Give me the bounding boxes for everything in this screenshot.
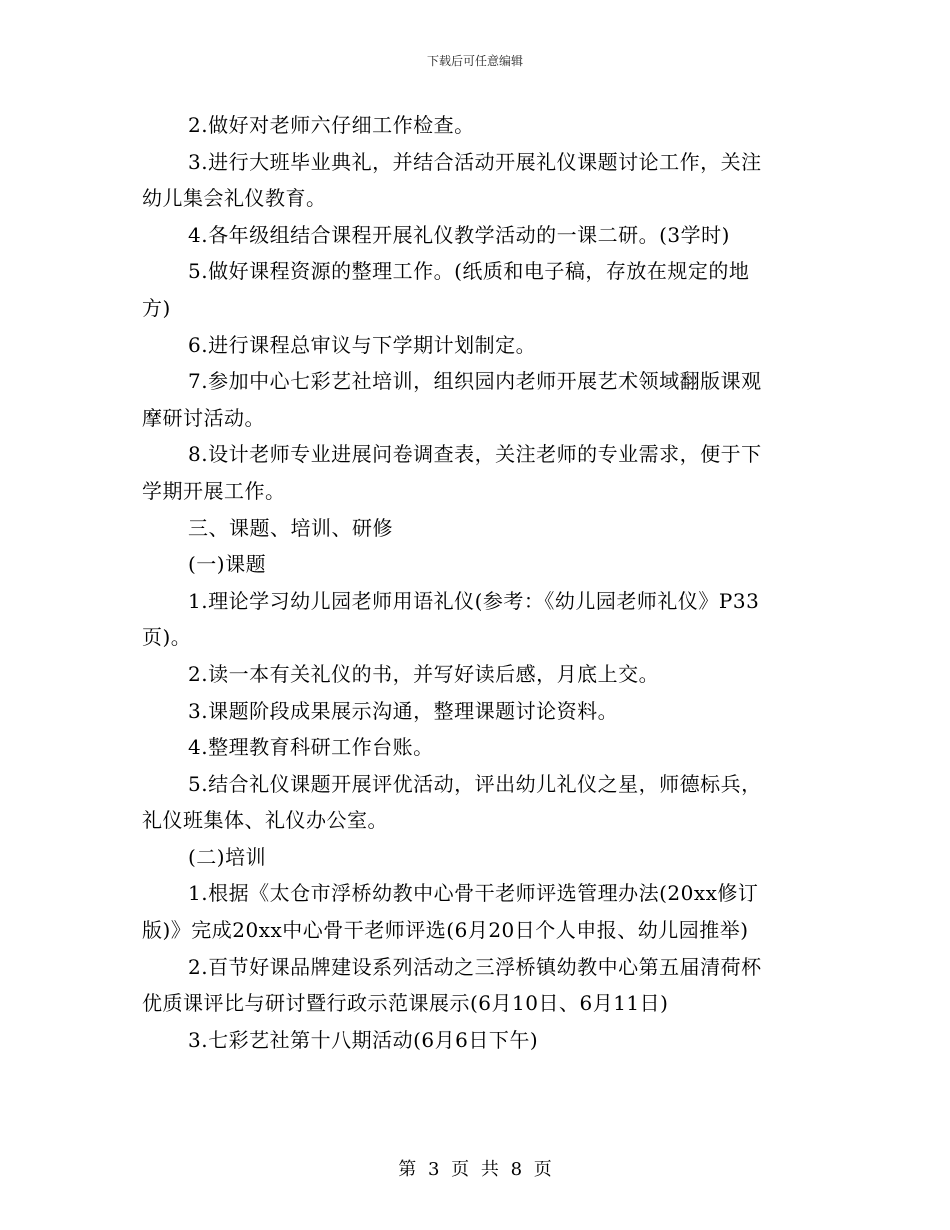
paragraph-line: 4.整理教育科研工作台账。 (188, 735, 434, 760)
paragraph-line: 5.做好课程资源的整理工作。(纸质和电子稿，存放在规定的地 (188, 259, 750, 284)
paragraph-line: 8.设计老师专业进展问卷调查表，关注老师的专业需求，便于下 (188, 442, 762, 467)
paragraph-line: 2.读一本有关礼仪的书，并写好读后感，月底上交。 (188, 661, 660, 686)
paragraph-line: 优质课评比与研讨暨行政示范课展示(6月10日、6月11日) (142, 991, 669, 1016)
paragraph-line: 方) (142, 295, 171, 320)
paragraph-line: 1.理论学习幼儿园老师用语礼仪(参考：《幼儿园老师礼仪》P33 (188, 588, 760, 613)
paragraph-line: 幼儿集会礼仪教育。 (142, 186, 327, 211)
document-body (142, 107, 802, 1058)
paragraph-line: 1.根据《太仓市浮桥幼教中心骨干老师评选管理办法(20xx修订 (188, 881, 759, 906)
paragraph-line: 7.参加中心七彩艺社培训，组织园内老师开展艺术领域翻版课观 (188, 369, 762, 394)
paragraph-line: 版)》完成20xx中心骨干老师评选(6月20日个人申报、幼儿园推举) (142, 918, 749, 943)
page-header: 下载后可任意编辑 (426, 54, 523, 68)
paragraph-line: 3.课题阶段成果展示沟通，整理课题讨论资料。 (188, 698, 619, 723)
paragraph-line: 4.各年级组结合课程开展礼仪教学活动的一课二研。(3学时) (188, 222, 730, 247)
paragraph-line: 页)。 (142, 625, 192, 650)
paragraph-line: 3.进行大班毕业典礼，并结合活动开展礼仪课题讨论工作，关注 (188, 149, 762, 174)
page-number-footer: 第 3 页 共 8 页 (398, 1159, 552, 1180)
paragraph-line: 2.百节好课品牌建设系列活动之三浮桥镇幼教中心第五届清荷杯 (188, 954, 762, 979)
paragraph-line: 学期开展工作。 (142, 478, 286, 503)
section-heading: 三、课题、培训、研修 (188, 515, 393, 540)
paragraph-line: 3.七彩艺社第十八期活动(6月6日下午) (188, 1027, 539, 1052)
paragraph-line: 6.进行课程总审议与下学期计划制定。 (188, 332, 537, 357)
subsection-heading: (二)培训 (188, 844, 267, 869)
paragraph-line: 5.结合礼仪课题开展评优活动，评出幼儿礼仪之星，师德标兵， (188, 771, 762, 796)
paragraph-line: 礼仪班集体、礼仪办公室。 (142, 808, 388, 833)
paragraph-line: 2.做好对老师六仔细工作检查。 (188, 113, 475, 137)
paragraph-line: 摩研讨活动。 (142, 405, 265, 430)
subsection-heading: (一)课题 (188, 552, 267, 577)
